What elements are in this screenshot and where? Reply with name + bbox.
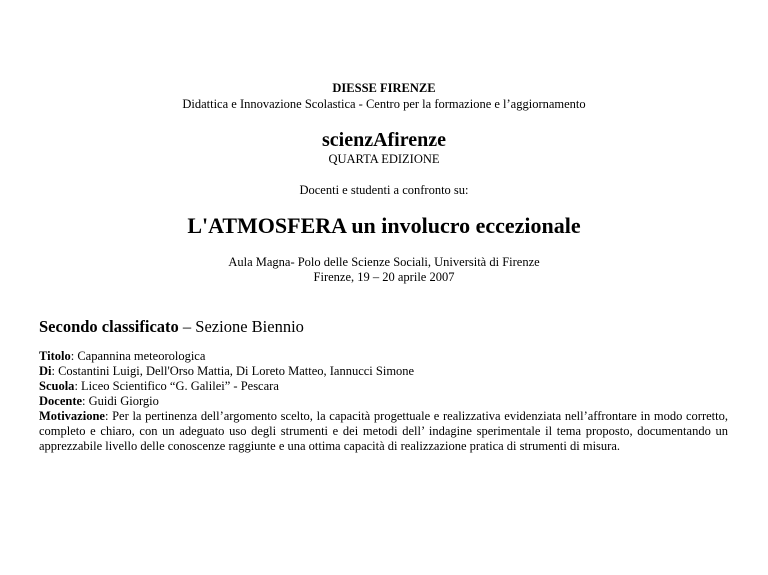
detail-motivation-value: : Per la pertinenza dell’argomento scelto, la capacità progettuale e realizzativa evidenziata nell’affrontare in modo corretto, completo e chiaro, con un adeguato uso degli strumenti e dei metodi dell’ indagine sperimentale il tema proposto, documentando un apprezzabile livello delle conoscenze raggiunte e una ottima capacità di realizzazione pratica di strumenti di misura. — [39, 409, 728, 453]
detail-teacher-label: Docente — [39, 394, 83, 408]
detail-authors-row — [39, 364, 728, 379]
event-venue: Aula Magna- Polo delle Scienze Sociali, Università di Firenze — [228, 255, 540, 269]
detail-motivation-paragraph — [39, 409, 728, 454]
award-section: – Sezione Biennio — [178, 317, 304, 336]
event-intro: Docenti e studenti a confronto su: — [299, 183, 469, 197]
event-name: scienzAfirenze — [321, 129, 447, 151]
detail-authors-value: : Costantini Luigi, Dell'Orso Mattia, Di Loreto Matteo, Iannucci Simone — [51, 364, 415, 378]
event-edition: QUARTA EDIZIONE — [328, 152, 440, 166]
detail-motivation-label: Motivazione — [39, 409, 105, 423]
detail-school-value: : Liceo Scientifico “G. Galilei” - Pescara — [74, 379, 279, 393]
project-details — [39, 349, 728, 454]
detail-title-row — [39, 349, 728, 364]
event-title: L'ATMOSFERA un involucro eccezionale — [187, 213, 581, 238]
organization-title: DIESSE FIRENZE — [332, 81, 436, 95]
award-rank: Secondo classificato — [39, 317, 179, 336]
detail-authors-label: Di — [39, 364, 52, 378]
event-dates: Firenze, 19 – 20 aprile 2007 — [313, 270, 455, 284]
organization-subtitle: Didattica e Innovazione Scolastica - Centro per la formazione e l’aggiornamento — [182, 97, 586, 111]
detail-title-label: Titolo — [39, 349, 71, 363]
detail-title-value: : Capannina meteorologica — [70, 349, 206, 363]
award-heading — [39, 317, 304, 337]
detail-teacher-value: : Guidi Giorgio — [82, 394, 159, 408]
detail-school-row — [39, 379, 728, 394]
detail-school-label: Scuola — [39, 379, 75, 393]
detail-teacher-row — [39, 394, 728, 409]
